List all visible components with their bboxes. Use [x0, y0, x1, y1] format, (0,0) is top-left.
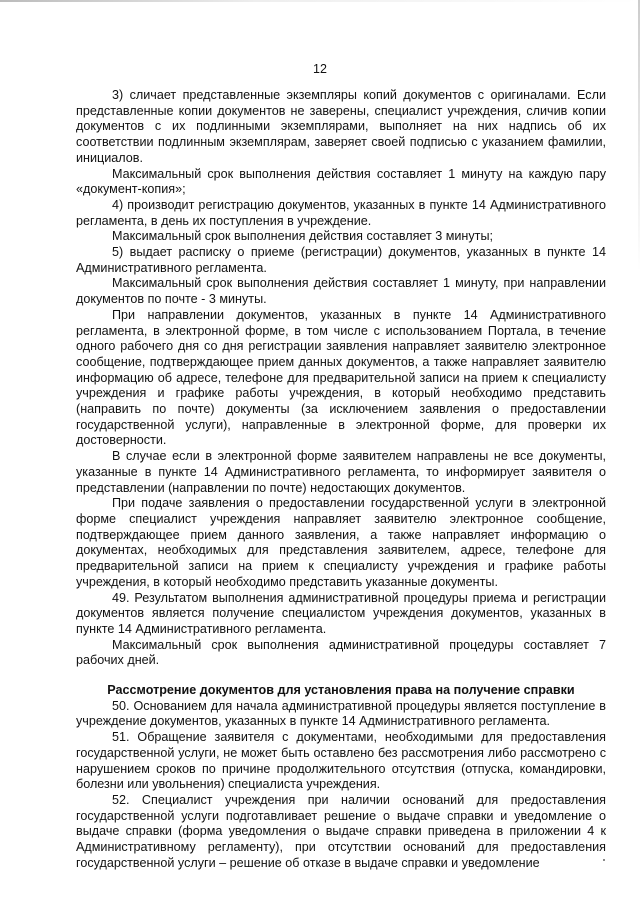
- paragraph: При подаче заявления о предоставлении государственной услуги в электронной форме специалист учреждения направляет заявителю электронное сообщение, подтверждающее прием данного заявления, а также направляет информацию о документах, необходимых для представления заявителем, адресе, телефоне для предварительной записи на прием к специалисту учреждения и графике работы учреждения, в который необходимо представить указанные документы.: [76, 496, 606, 589]
- paragraph: 51. Обращение заявителя с документами, необходимыми для предоставления государственной услуги, не может быть оставлено без рассмотрения либо рассмотрено с нарушением сроков по причине продолжительного отсутствия (отпуска, командировки, болезни или увольнения) специалиста учреждения.: [76, 730, 606, 792]
- paragraph: Максимальный срок выполнения действия составляет 1 минуту, при направлении документов по почте - 3 минуты.: [76, 276, 606, 307]
- section-heading: Рассмотрение документов для установления права на получение справки: [107, 683, 575, 698]
- paragraph: 5) выдает расписку о приеме (регистрации) документов, указанных в пункте 14 Административного регламента.: [76, 245, 606, 275]
- paragraph: Максимальный срок выполнения действия составляет 3 минуты;: [112, 229, 494, 244]
- paragraph: 52. Специалист учреждения при наличии оснований для предоставления государственной услуги подготавливает решение о выдаче справки и уведомление о выдаче справки (форма уведомления о выдаче справки приведена в приложении 4 к Административному регламенту), при отсутствии оснований для предоставления государственной услуги – решение об отказе в выдаче справки и уведомление: [76, 792, 606, 870]
- document-body: [76, 88, 606, 871]
- paragraph: Максимальный срок выполнения действия составляет 1 минуту на каждую пару «документ-копия»;: [76, 166, 606, 197]
- paragraph: 4) производит регистрацию документов, указанных в пункте 14 Административного регламента, в день их поступления в учреждение.: [76, 197, 606, 228]
- paragraph: В случае если в электронной форме заявителем направлены не все документы, указанные в пункте 14 Административного регламента, то информирует заявителя о представлении (направлении по почте) недостающих документов.: [76, 449, 606, 495]
- paragraph: 50. Основанием для начала административной процедуры является поступление в учреждение документов, указанных в пункте 14 Административного регламента.: [76, 698, 606, 729]
- scan-speck: [603, 859, 605, 861]
- paragraph: При направлении документов, указанных в пункте 14 Административного регламента, в электронной форме, в том числе с использованием Портала, в течение одного рабочего дня со дня регистрации заявления направляет заявителю электронное сообщение, подтверждающее прием данных документов, а также направляет заявителю информацию об адресе, телефоне для предварительной записи на прием к специалисту учреждения и графике работы учреждения, в который необходимо представить (направить по почте) документы (за исключением заявления о предоставлении государственной услуги), направленные в электронной форме, для проверки их достоверности.: [76, 307, 606, 448]
- paragraph: 3) сличает представленные экземпляры копий документов с оригиналами. Если представленные копии документов не заверены, специалист учреждения, сличив копии документов с их подлинными экземплярами, выполняет на них надпись об их соответствии подлинным экземплярам, заверяет своей подписью с указанием фамилии, инициалов.: [76, 88, 606, 165]
- scan-edge-top: [0, 0, 640, 2]
- paragraph: 49. Результатом выполнения административной процедуры приема и регистрации документов является получение специалистом учреждения документов, указанных в пункте 14 Административного регламента.: [76, 590, 606, 636]
- paragraph: Максимальный срок выполнения административной процедуры составляет 7 рабочих дней.: [76, 637, 606, 668]
- page-number: 12: [313, 62, 327, 76]
